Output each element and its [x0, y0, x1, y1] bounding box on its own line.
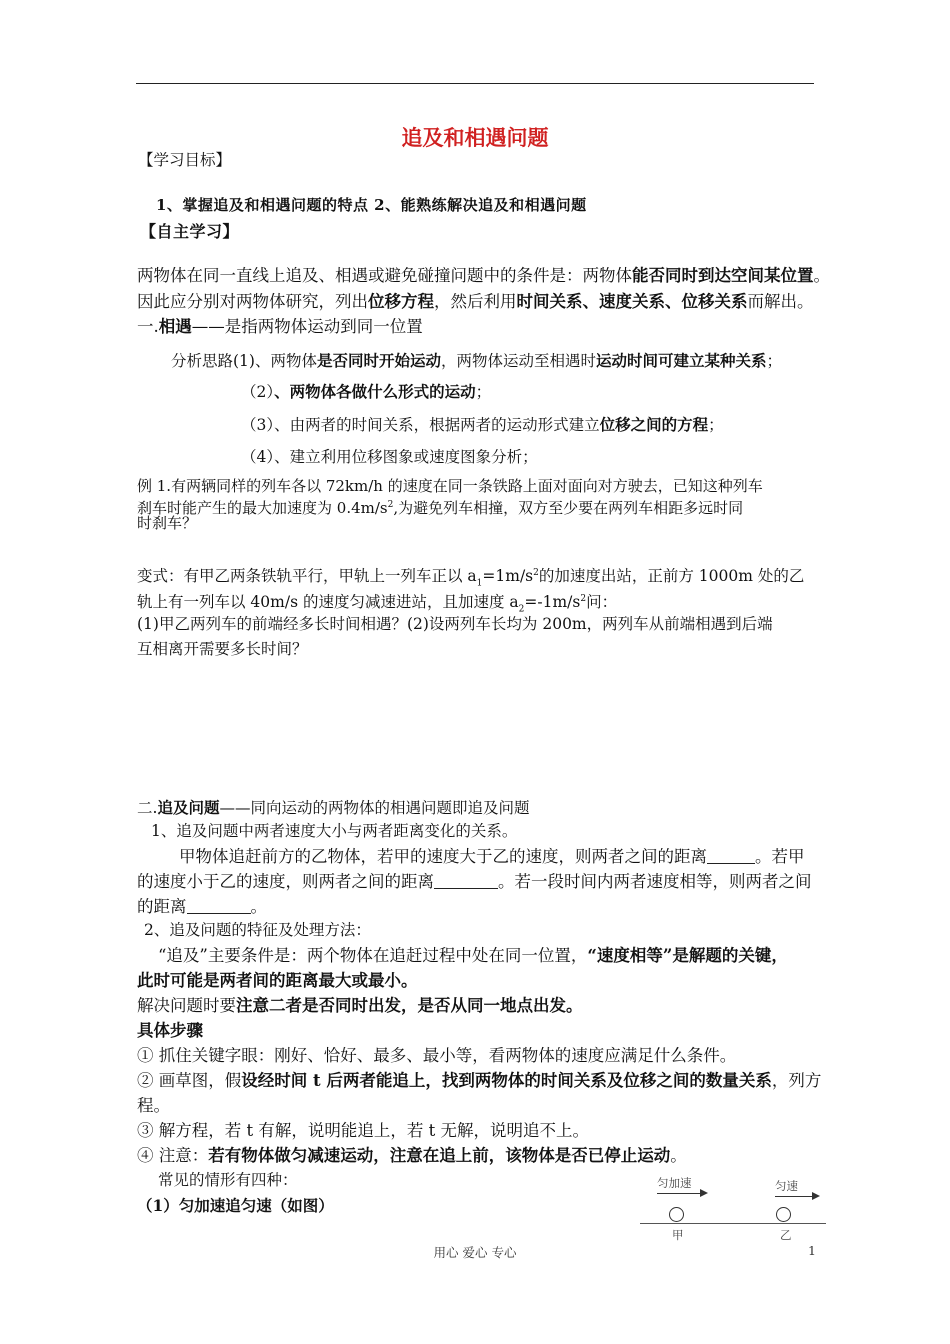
- chase-para-line-2: [137, 871, 812, 893]
- superscript: 2: [533, 568, 539, 578]
- para-bold: 注意二者是否同时出发，是否从同一地点出发。: [236, 996, 583, 1015]
- variant-line-3: (1)甲乙两列车的前端经多长时间相遇？(2)设两列车长均为 200m，两列车从前端相遇到后端: [137, 615, 773, 633]
- variant-text: =1m/s: [482, 567, 534, 586]
- arrow-right-icon: [700, 1189, 708, 1197]
- chase-point-1: 1、追及问题中两者速度大小与两者距离变化的关系。: [151, 822, 518, 840]
- intro-bold: 位移方程: [368, 292, 434, 311]
- intro-text: ，然后利用: [434, 292, 517, 311]
- cases-intro: 常见的情形有四种：: [158, 1171, 298, 1189]
- analysis-step-4: （4）、建立利用位移图象或速度图象分析；: [241, 448, 538, 466]
- part1-heading: [137, 316, 423, 338]
- para-text: 的距离: [137, 897, 187, 916]
- step-bold: 若有物体做匀减速运动，注意在追上前，该物体是否已停止运动: [208, 1146, 671, 1165]
- analysis-step-2: [241, 381, 491, 403]
- para-text: 。若甲: [755, 847, 805, 866]
- para-text: 的速度小于乙的速度，则两者之间的距离: [137, 872, 434, 891]
- analysis-step-1: [171, 350, 782, 372]
- subscript: 2: [518, 604, 525, 615]
- chase-note: [137, 995, 583, 1017]
- object-jia-icon: [669, 1207, 684, 1222]
- label-yi: 乙: [780, 1228, 792, 1242]
- para-text: 。: [250, 897, 267, 916]
- example-text: ,为避免列车相撞，双方至少要在两列车相距多远时同: [393, 499, 744, 517]
- para-bold: “速度相等”是解题的关键，: [587, 946, 788, 965]
- diagram-label-uniform: 匀速: [775, 1179, 798, 1193]
- object-yi-icon: [776, 1207, 791, 1222]
- arrow-line-right: [775, 1196, 813, 1197]
- step-bold: 是否同时开始运动: [316, 351, 441, 370]
- step-2: [137, 1070, 821, 1092]
- chase-condition-line-2: 此时可能是两者间的距离最大或最小。: [137, 971, 418, 990]
- chase-para-line-1: [179, 846, 805, 868]
- variant-text: 变式：有甲乙两条铁轨平行，甲轨上一列车正以 a: [137, 567, 477, 586]
- page-title: 追及和相遇问题: [401, 125, 549, 150]
- goals-heading: 【学习目标】: [138, 151, 232, 169]
- step-text: ；: [475, 383, 492, 401]
- chase-para-line-3: [137, 896, 267, 918]
- subscript: 1: [476, 578, 483, 589]
- part2-heading: [137, 797, 529, 819]
- step-bold: 运动时间可建立某种关系: [596, 351, 767, 370]
- step-text: ，两物体运动至相遇时: [440, 352, 596, 370]
- arrow-right-icon: [812, 1192, 820, 1200]
- self-study-heading: 【自主学习】: [140, 222, 240, 241]
- example1-line-1: 例 1.有两辆同样的列车各以 72km/h 的速度在同一条铁路上面对面向对方驶去，已知这种列车: [137, 477, 763, 495]
- steps-heading: 具体步骤: [137, 1021, 203, 1040]
- header-rule: [136, 83, 814, 84]
- step-text: ；: [766, 352, 783, 370]
- intro-text: 。: [813, 266, 830, 285]
- variant-line-4: 互相离开需要多长时间？: [137, 640, 308, 658]
- intro-text: 而解出。: [747, 292, 814, 311]
- step-text: 。: [670, 1146, 687, 1165]
- step-bold: 、两物体各做什么形式的运动: [274, 382, 476, 401]
- para-text: 甲物体追赶前方的乙物体，若甲的速度大于乙的速度，则两者之间的距离: [179, 847, 707, 866]
- step-text: ④ 注意：: [137, 1146, 209, 1165]
- example1-line-2: [137, 495, 743, 518]
- case-1-title: （1）匀加速追匀速（如图）: [137, 1196, 334, 1215]
- diagram-label-accelerating: 匀加速: [657, 1176, 692, 1190]
- footer-text: 用心 爱心 专心: [433, 1245, 517, 1260]
- ground-line: [640, 1223, 826, 1224]
- heading-text: ——是指两物体运动到同一位置: [191, 317, 423, 336]
- step-text: （2）: [241, 383, 275, 401]
- chase-point-2: 2、追及问题的特征及处理方法：: [144, 921, 371, 939]
- variant-text: 轨上有一列车以 40m/s 的速度匀减速进站，且加速度 a: [137, 593, 519, 612]
- intro-bold: 能否同时到达空间某位置: [632, 266, 814, 285]
- fill-blank[interactable]: [434, 873, 498, 889]
- variant-text: =-1m/s: [524, 593, 581, 612]
- intro-text: 两物体在同一直线上追及、相遇或避免碰撞问题中的条件是：两物体: [137, 266, 632, 285]
- step-3: ③ 解方程，若 t 有解，说明能追上，若 t 无解，说明追不上。: [137, 1121, 589, 1140]
- superscript: 2: [387, 500, 394, 510]
- heading-text: ——同向运动的两物体的相遇问题即追及问题: [219, 799, 530, 817]
- step-bold: 设经时间 t 后两者能追上，找到两物体的时间关系及位移之间的数量关系: [241, 1071, 772, 1090]
- heading-number: 一.: [137, 317, 159, 336]
- intro-text: 因此应分别对两物体研究，列出: [137, 292, 368, 311]
- para-text: “追及”主要条件是：两个物体在追赶过程中处在同一位置，: [158, 946, 588, 965]
- step-bold: 位移之间的方程: [599, 415, 709, 434]
- superscript: 2: [580, 594, 587, 604]
- fill-blank[interactable]: [187, 898, 251, 914]
- step-1: ① 抓住关键字眼：刚好、恰好、最多、最小等，看两物体的速度应满足什么条件。: [137, 1046, 737, 1065]
- heading-number: 二.: [137, 799, 158, 817]
- step-4: [137, 1145, 687, 1167]
- step-text: ；: [708, 416, 724, 434]
- intro-line-1: [137, 265, 830, 287]
- para-text: 解决问题时要: [137, 996, 236, 1015]
- heading-bold: 追及问题: [157, 798, 220, 817]
- para-text: 。若一段时间内两者速度相等，则两者之间: [498, 872, 812, 891]
- variant-text: 问：: [586, 593, 618, 612]
- goals-line: 1、掌握追及和相遇问题的特点 2、能熟练解决追及和相遇问题: [156, 196, 587, 214]
- fill-blank[interactable]: [707, 848, 755, 864]
- step-text: ② 画草图，假: [137, 1071, 242, 1090]
- intro-line-2: [137, 291, 814, 313]
- step-text: 分析思路(1)、两物体: [171, 352, 317, 370]
- example-text: 刹车时能产生的最大加速度为 0.4m/s: [137, 499, 388, 517]
- page-number: 1: [808, 1243, 816, 1258]
- arrow-line-left: [657, 1193, 701, 1194]
- analysis-step-3: [241, 414, 724, 436]
- variant-text: 的加速度出站，正前方 1000m 处的乙: [538, 567, 805, 586]
- chase-condition-line-1: [158, 945, 788, 967]
- intro-bold: 时间关系、速度关系、位移关系: [516, 292, 748, 311]
- step-text: （3）、由两者的时间关系，根据两者的运动形式建立: [241, 416, 600, 434]
- label-jia: 甲: [672, 1228, 684, 1242]
- heading-bold: 相遇: [158, 317, 192, 336]
- step-text: ，列方: [771, 1071, 822, 1090]
- step-2-cont: 程。: [137, 1096, 170, 1115]
- example1-line-3: 时刹车？: [137, 514, 198, 532]
